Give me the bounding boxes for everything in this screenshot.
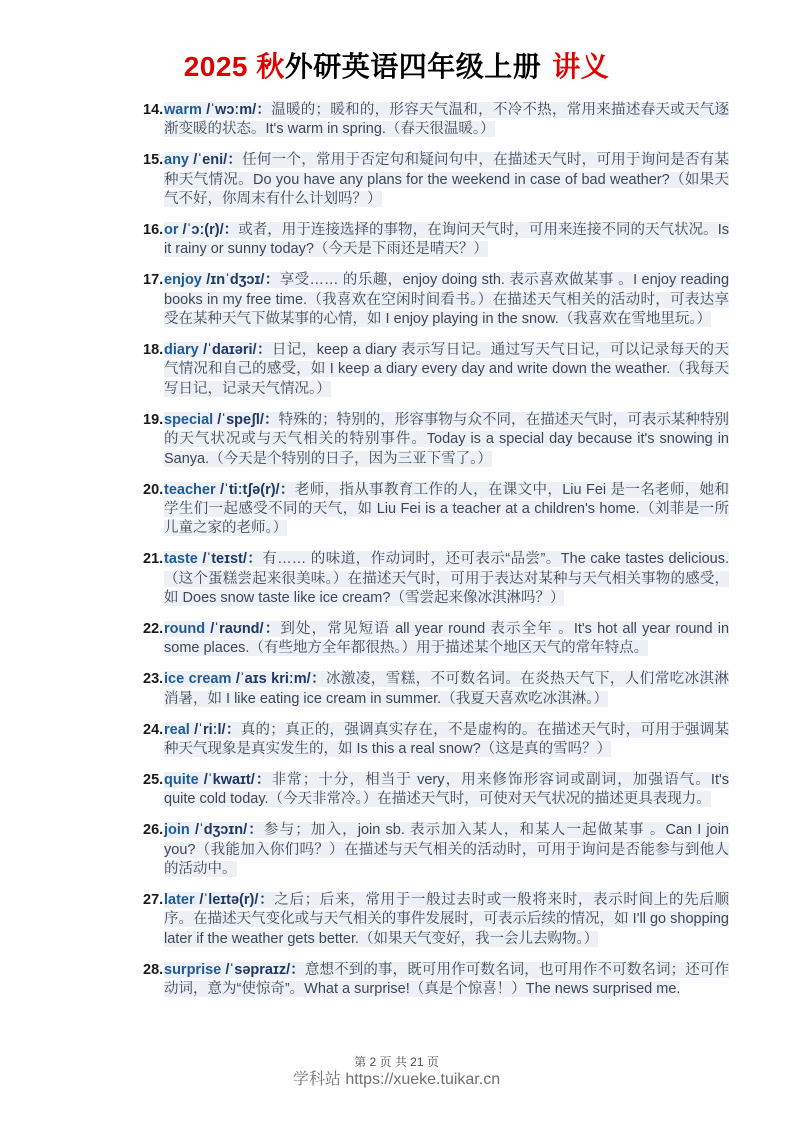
entry-body: [164, 341, 729, 399]
entry-body: [164, 961, 729, 1000]
vocab-entry: [143, 151, 729, 209]
page-title: [0, 0, 793, 85]
entry-body: [164, 771, 729, 810]
entry-phonetic: /ˈsəpraɪz/：: [221, 961, 305, 978]
page-number: 第 2 页 共 21 页: [354, 1055, 439, 1069]
entry-phonetic: /ˈleɪtə(r)/：: [194, 891, 275, 908]
entry-body: [164, 481, 729, 539]
entry-phonetic: /ˈaɪs kriːm/：: [231, 671, 327, 688]
entry-word: ice cream: [164, 671, 232, 688]
title-doc-type: 讲义: [552, 51, 610, 82]
entry-body: [164, 670, 729, 709]
entry-number: 28.: [143, 961, 164, 978]
entry-definition-text: 到处，常见短语 all year round 表示全年 。It's hot all year round in some places.（有些地方全年都很热。）用于描述某个地区天气的常年特点。: [164, 620, 730, 657]
vocab-entry: [143, 821, 729, 879]
vocab-entry: [143, 550, 729, 608]
entry-number: 16.: [143, 222, 164, 239]
site-watermark: 学科站 https://xueke.tuikar.cn: [292, 1071, 501, 1088]
entry-phonetic: /ˈspeʃl/：: [213, 411, 279, 428]
entry-number: 21.: [143, 551, 164, 568]
entry-phonetic: /ˈwɔːm/：: [201, 102, 272, 118]
entry-word: teacher: [164, 481, 216, 498]
entry-number: 14.: [143, 102, 164, 118]
entry-phonetic: /ˈteɪst/：: [197, 551, 263, 568]
vocab-list: [143, 101, 729, 999]
entry-number: 24.: [143, 721, 164, 738]
entry-definition-text: 或者，用于连接选择的事物，在询问天气时，可用来连接不同的天气状况。Is it rainy or sunny today?（今天是下雨还是晴天？）: [164, 222, 729, 258]
entry-word: or: [164, 222, 179, 239]
vocab-entry: [143, 961, 729, 1000]
entry-phonetic: /ˈdʒɔɪn/：: [189, 822, 264, 839]
entry-word: special: [164, 411, 214, 428]
entry-number: 17.: [143, 272, 164, 289]
entry-definition-text: 真的；真正的，强调真实存在，不是虚构的。在描述天气时，可用于强调某种天气现象是真实发生的，如 Is this a real snow?（这是真的雪吗？）: [164, 721, 729, 757]
vocab-entry: [143, 271, 729, 329]
entry-definition-text: 日记，keep a diary 表示写日记。通过写天气日记，可以记录每天的天气情况和自己的感受，如 I keep a diary every day and write down the weather.（我每天写日记，记录天气情况。）: [164, 342, 729, 397]
entry-body: [164, 891, 729, 949]
vocab-entry: [143, 221, 729, 260]
entry-definition-text: 任何一个，常用于否定句和疑问句中，在描述天气时，可用于询问是否有某种天气情况。Do you have any plans for the weekend in case of bad weather?（如果天气不好，你周末有什么计划吗？）: [164, 152, 729, 208]
entry-body: [164, 620, 729, 659]
entry-body: [164, 550, 729, 608]
entry-word: taste: [164, 551, 198, 568]
entry-body: [164, 151, 729, 209]
entry-definition-text: 冰激凌，雪糕，不可数名词。在炎热天气下，人们常吃冰淇淋消暑，如 I like eating ice cream in summer.（我夏天喜欢吃冰淇淋。）: [164, 671, 729, 707]
entry-phonetic: /ˈeni/：: [189, 152, 243, 169]
entry-body: [164, 101, 729, 140]
vocab-entry: [143, 620, 729, 659]
entry-definition-text: 非常；十分，相当于 very，用来修饰形容词或副词，加强语气。It's quite cold today.（今天非常冷。）在描述天气时，可使对天气状况的描述更具表现力。: [164, 771, 730, 808]
vocab-entry: [143, 341, 729, 399]
entry-body: [164, 271, 729, 329]
entry-number: 23.: [143, 671, 164, 688]
entry-phonetic: /ˈɔː(r)/：: [178, 222, 239, 239]
entry-definition-text: 老师，指从事教育工作的人，在课文中，Liu Fei 是一名老师，她和学生们一起感受不同的天气，如 Liu Fei is a teacher at a children's home.（刘菲是一所儿童之家的老师。）: [164, 481, 729, 537]
entry-phonetic: /ˈriːl/：: [189, 721, 241, 738]
vocab-entry: [143, 101, 729, 140]
entry-word: later: [164, 891, 195, 908]
entry-body: [164, 411, 729, 469]
entry-phonetic: /ˈtiːtʃə(r)/：: [215, 481, 295, 498]
entry-number: 22.: [143, 620, 164, 637]
vocab-entry: [143, 771, 729, 810]
entry-number: 18.: [143, 342, 164, 359]
vocab-entry: [143, 721, 729, 760]
vocab-entry: [143, 670, 729, 709]
entry-definition-text: 有…… 的味道，作动词时，还可表示“品尝”。The cake tastes delicious.（这个蛋糕尝起来很美味。）在描述天气时，可用于表达对某种与天气相关事物的感受，如 Does snow taste like ice cream?（雪尝起来像冰淇淋吗？）: [164, 551, 729, 607]
page-footer: [0, 1055, 793, 1090]
vocab-entry: [143, 481, 729, 539]
entry-definition-text: 享受…… 的乐趣，enjoy doing sth. 表示喜欢做某事 。I enjoy reading books in my free time.（我喜欢在空闲时间看书。）在描述天气相关的活动时，可表达享受在某种天气下做某事的心情，如 I enjoy playing in the snow.（我喜欢在雪地里玩。）: [164, 272, 730, 328]
title-book-name: 外研英语四年级上册: [284, 51, 542, 82]
entry-number: 27.: [143, 891, 164, 908]
entry-word: join: [164, 822, 190, 839]
entry-definition-text: 温暖的；暖和的，形容天气温和，不冷不热，常用来描述春天或天气逐渐变暖的状态。It's warm in spring.（春天很温暖。）: [164, 102, 729, 138]
vocab-entry: [143, 411, 729, 469]
entry-definition-text: 参与；加入，join sb. 表示加入某人，和某人一起做某事 。Can I join you?（我能加入你们吗？）在描述与天气相关的活动时，可用于询问是否能参与到他人的活动中。: [164, 822, 730, 877]
entry-word: diary: [164, 342, 199, 359]
entry-body: [164, 721, 729, 760]
entry-body: [164, 221, 729, 260]
entry-word: round: [164, 620, 206, 637]
entry-phonetic: /ɪnˈdʒɔɪ/：: [201, 272, 280, 289]
title-year-term: 2025 秋: [183, 51, 285, 82]
entry-phonetic: /ˈdaɪəri/：: [198, 342, 272, 359]
entry-number: 15.: [143, 152, 164, 169]
entry-definition-text: 意想不到的事，既可用作可数名词，也可用作不可数名词；还可作动词，意为“使惊奇”。What a surprise!（真是个惊喜！）The news surprised me.: [164, 961, 729, 998]
entry-word: any: [164, 152, 189, 169]
entry-body: [164, 821, 729, 879]
vocab-entry: [143, 891, 729, 949]
entry-definition-text: 之后；后来，常用于一般过去时或一般将来时，表示时间上的先后顺序。在描述天气变化或与天气相关的事件发展时，可表示后续的情况，如 I'll go shopping later if the weather gets better.（如果天气变好，我一会儿去购物。）: [164, 891, 730, 947]
entry-definition-text: 特殊的；特别的，形容事物与众不同，在描述天气时，可表示某种特别的天气状况或与天气相关的特别事件。Today is a special day because it's snowing in Sanya.（今天是个特别的日子，因为三亚下雪了。）: [164, 411, 729, 467]
entry-number: 26.: [143, 822, 164, 839]
entry-phonetic: /ˈraʊnd/：: [205, 620, 281, 637]
entry-word: warm: [164, 102, 202, 118]
entry-word: real: [164, 721, 190, 738]
entry-word: quite: [164, 771, 199, 788]
entry-number: 20.: [143, 481, 164, 498]
entry-number: 19.: [143, 411, 164, 428]
entry-phonetic: /ˈkwaɪt/：: [198, 771, 272, 788]
entry-word: enjoy: [164, 272, 202, 289]
entry-word: surprise: [164, 961, 222, 978]
entry-number: 25.: [143, 771, 164, 788]
